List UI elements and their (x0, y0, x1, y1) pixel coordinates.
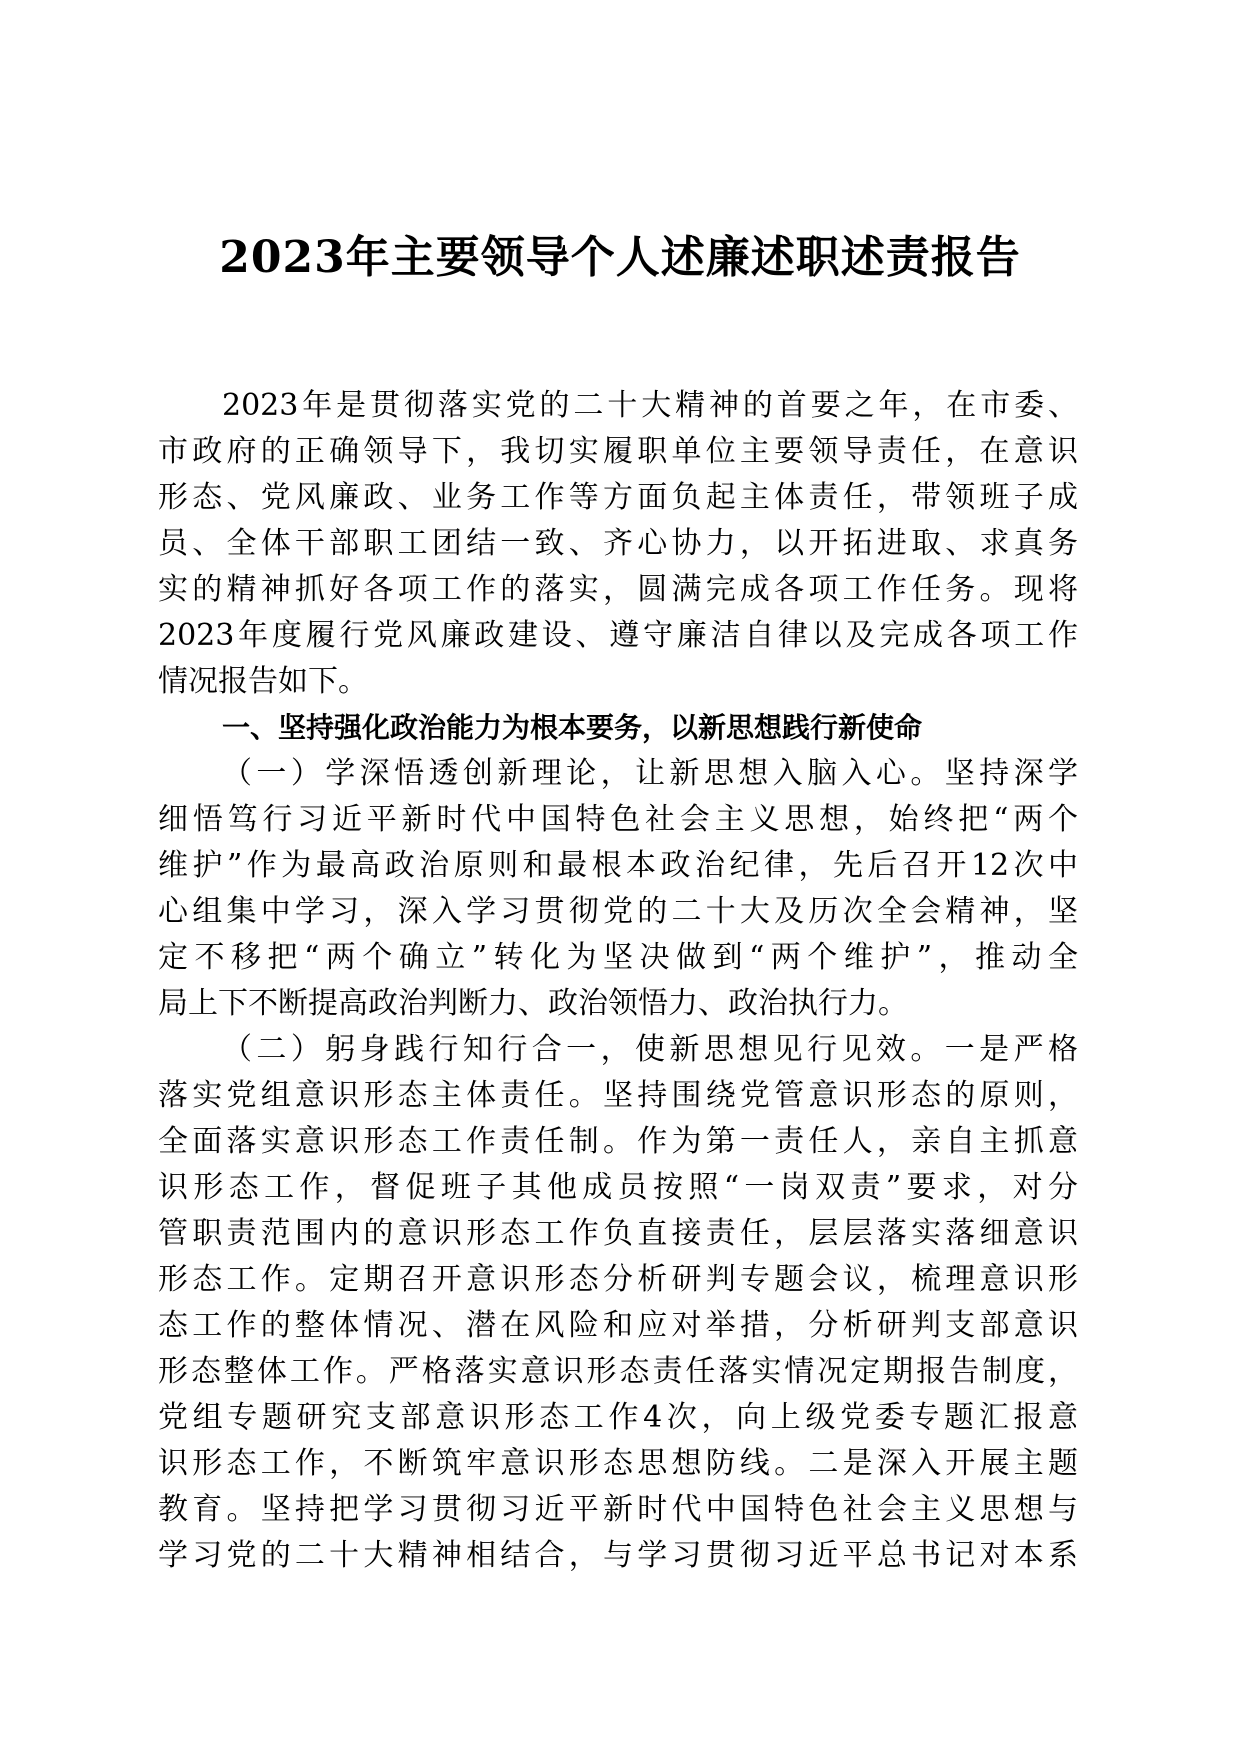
body-line: 情况报告如下。 (158, 664, 368, 699)
body-line: 局上下不断提高政治判断力、政治领悟力、政治执行力。 (158, 986, 908, 1021)
body-line: 态工作的整体情况、潜在风险和应对举措，分析研判支部意识 (158, 1308, 1078, 1343)
body-line: 心组集中学习，深入学习贯彻党的二十大及历次全会精神，坚 (158, 894, 1078, 929)
body-line: （一）学深悟透创新理论，让新思想入脑入心。坚持深学 (222, 756, 1078, 791)
body-line: 识形态工作，督促班子其他成员按照“一岗双责”要求，对分 (158, 1170, 1078, 1205)
body-line: 2023年是贯彻落实党的二十大精神的首要之年，在市委、 (222, 388, 1078, 423)
body-line: 定不移把“两个确立”转化为坚决做到“两个维护”，推动全 (158, 940, 1078, 975)
document-title: 2023年主要领导个人述廉述职述责报告 (219, 232, 1021, 283)
body-line: 落实党组意识形态主体责任。坚持围绕党管意识形态的原则， (158, 1078, 1078, 1113)
body-line: 员、全体干部职工团结一致、齐心协力，以开拓进取、求真务 (158, 526, 1078, 561)
body-line: 形态整体工作。严格落实意识形态责任落实情况定期报告制度， (158, 1354, 1078, 1389)
body-line: 管职责范围内的意识形态工作负直接责任，层层落实落细意识 (158, 1216, 1078, 1251)
body-line: 市政府的正确领导下，我切实履职单位主要领导责任，在意识 (158, 434, 1078, 469)
section-heading: 一、坚持强化政治能力为根本要务，以新思想践行新使命 (222, 711, 923, 744)
body-line: 实的精神抓好各项工作的落实，圆满完成各项工作任务。现将 (158, 572, 1078, 607)
document-body (158, 383, 1078, 1579)
body-line: 学习党的二十大精神相结合，与学习贯彻习近平总书记对本系 (158, 1538, 1078, 1573)
body-line: 2023年度履行党风廉政建设、遵守廉洁自律以及完成各项工作 (158, 618, 1078, 653)
body-line: （二）躬身践行知行合一，使新思想见行见效。一是严格 (222, 1032, 1078, 1067)
body-line: 维护”作为最高政治原则和最根本政治纪律，先后召开12次中 (158, 848, 1078, 883)
body-line: 全面落实意识形态工作责任制。作为第一责任人，亲自主抓意 (158, 1124, 1078, 1159)
body-line: 教育。坚持把学习贯彻习近平新时代中国特色社会主义思想与 (158, 1492, 1078, 1527)
body-line: 识形态工作，不断筑牢意识形态思想防线。二是深入开展主题 (158, 1446, 1078, 1481)
body-line: 形态工作。定期召开意识形态分析研判专题会议，梳理意识形 (158, 1262, 1078, 1297)
body-line: 细悟笃行习近平新时代中国特色社会主义思想，始终把“两个 (158, 802, 1078, 837)
body-line: 形态、党风廉政、业务工作等方面负起主体责任，带领班子成 (158, 480, 1078, 515)
body-line: 党组专题研究支部意识形态工作4次，向上级党委专题汇报意 (158, 1400, 1078, 1435)
